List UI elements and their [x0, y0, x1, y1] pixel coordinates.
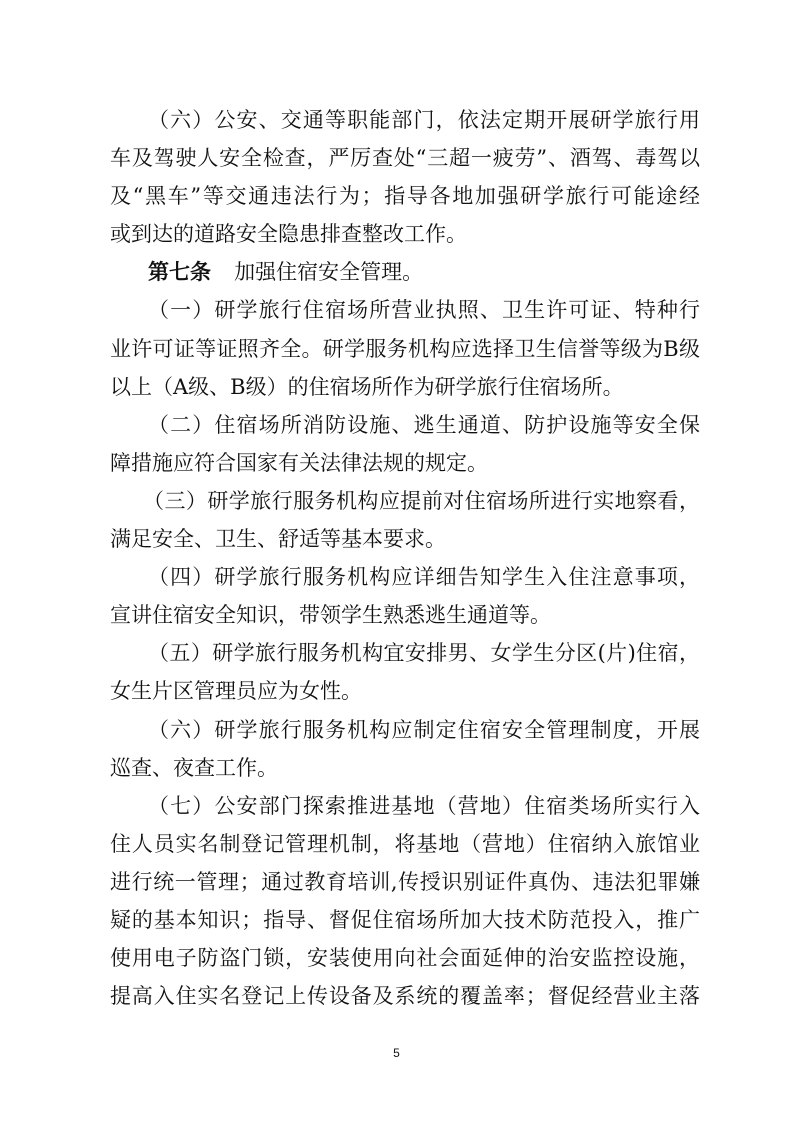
text-line: 女生片区管理员应为女性。 [110, 679, 362, 704]
article-item [110, 711, 700, 787]
text-line: 住人员实名制登记管理机制，将基地（营地）住宿纳入旅馆业 [110, 831, 700, 856]
text-line: （六）公安、交通等职能部门，依法定期开展研学旅行用 [148, 108, 700, 132]
document-body [110, 101, 700, 1015]
article-item [110, 291, 700, 405]
article-item [110, 558, 700, 634]
text-line: （六）研学旅行服务机构应制定住宿安全管理制度，开展 [148, 717, 700, 742]
text-line: （五）研学旅行服务机构宜安排男、女学生分区(片)住宿， [148, 641, 700, 666]
text-line: 以上（A级、B级）的住宿场所作为研学旅行住宿场所。 [110, 374, 624, 399]
article-item [110, 634, 700, 710]
text-line: （四）研学旅行服务机构应详细告知学生入住注意事项， [148, 565, 700, 590]
text-line: 提高入住实名登记上传设备及系统的覆盖率；督促经营业主落 [110, 984, 700, 1009]
text-line: 使用电子防盗门锁，安装使用向社会面延伸的治安监控设施， [110, 946, 700, 971]
text-line: 业许可证等证照齐全。研学服务机构应选择卫生信誉等级为B级 [110, 336, 700, 361]
text-line: 障措施应符合国家有关法律法规的规定。 [110, 450, 488, 475]
text-line: （二）住宿场所消防设施、逃生通道、防护设施等安全保 [148, 412, 700, 437]
text-line: 及“黑车”等交通违法行为；指导各地加强研学旅行可能途经 [110, 184, 700, 209]
article-label: 第七条 [148, 259, 211, 285]
text-line: 巡查、夜查工作。 [110, 755, 278, 780]
text-line: 宣讲住宿安全知识，带领学生熟悉逃生通道等。 [110, 603, 551, 628]
text-line: 车及驾驶人安全检查，严厉查处“三超一疲劳”、酒驾、毒驾以 [110, 146, 700, 171]
text-line: 满足安全、卫生、舒适等基本要求。 [110, 527, 446, 552]
text-line: （七）公安部门探索推进基地（营地）住宿类场所实行入 [148, 793, 700, 818]
page-number: 5 [393, 1046, 400, 1060]
article-item [110, 787, 700, 1016]
text-line: （三）研学旅行服务机构应提前对住宿场所进行实地察看， [143, 488, 700, 513]
article-title: 加强住宿安全管理。 [234, 260, 424, 285]
text-line: 疑的基本知识；指导、督促住宿场所加大技术防范投入，推广 [110, 907, 700, 932]
article-item [110, 406, 700, 482]
text-line: 进行统一管理；通过教育培训,传授识别证件真伪、违法犯罪嫌 [110, 869, 700, 894]
text-line: （一）研学旅行住宿场所营业执照、卫生许可证、特种行 [148, 298, 700, 323]
paragraph-transport-safety [110, 101, 700, 253]
article-heading [110, 253, 700, 291]
text-line: 或到达的道路安全隐患排查整改工作。 [110, 222, 467, 247]
article-item [110, 482, 700, 558]
